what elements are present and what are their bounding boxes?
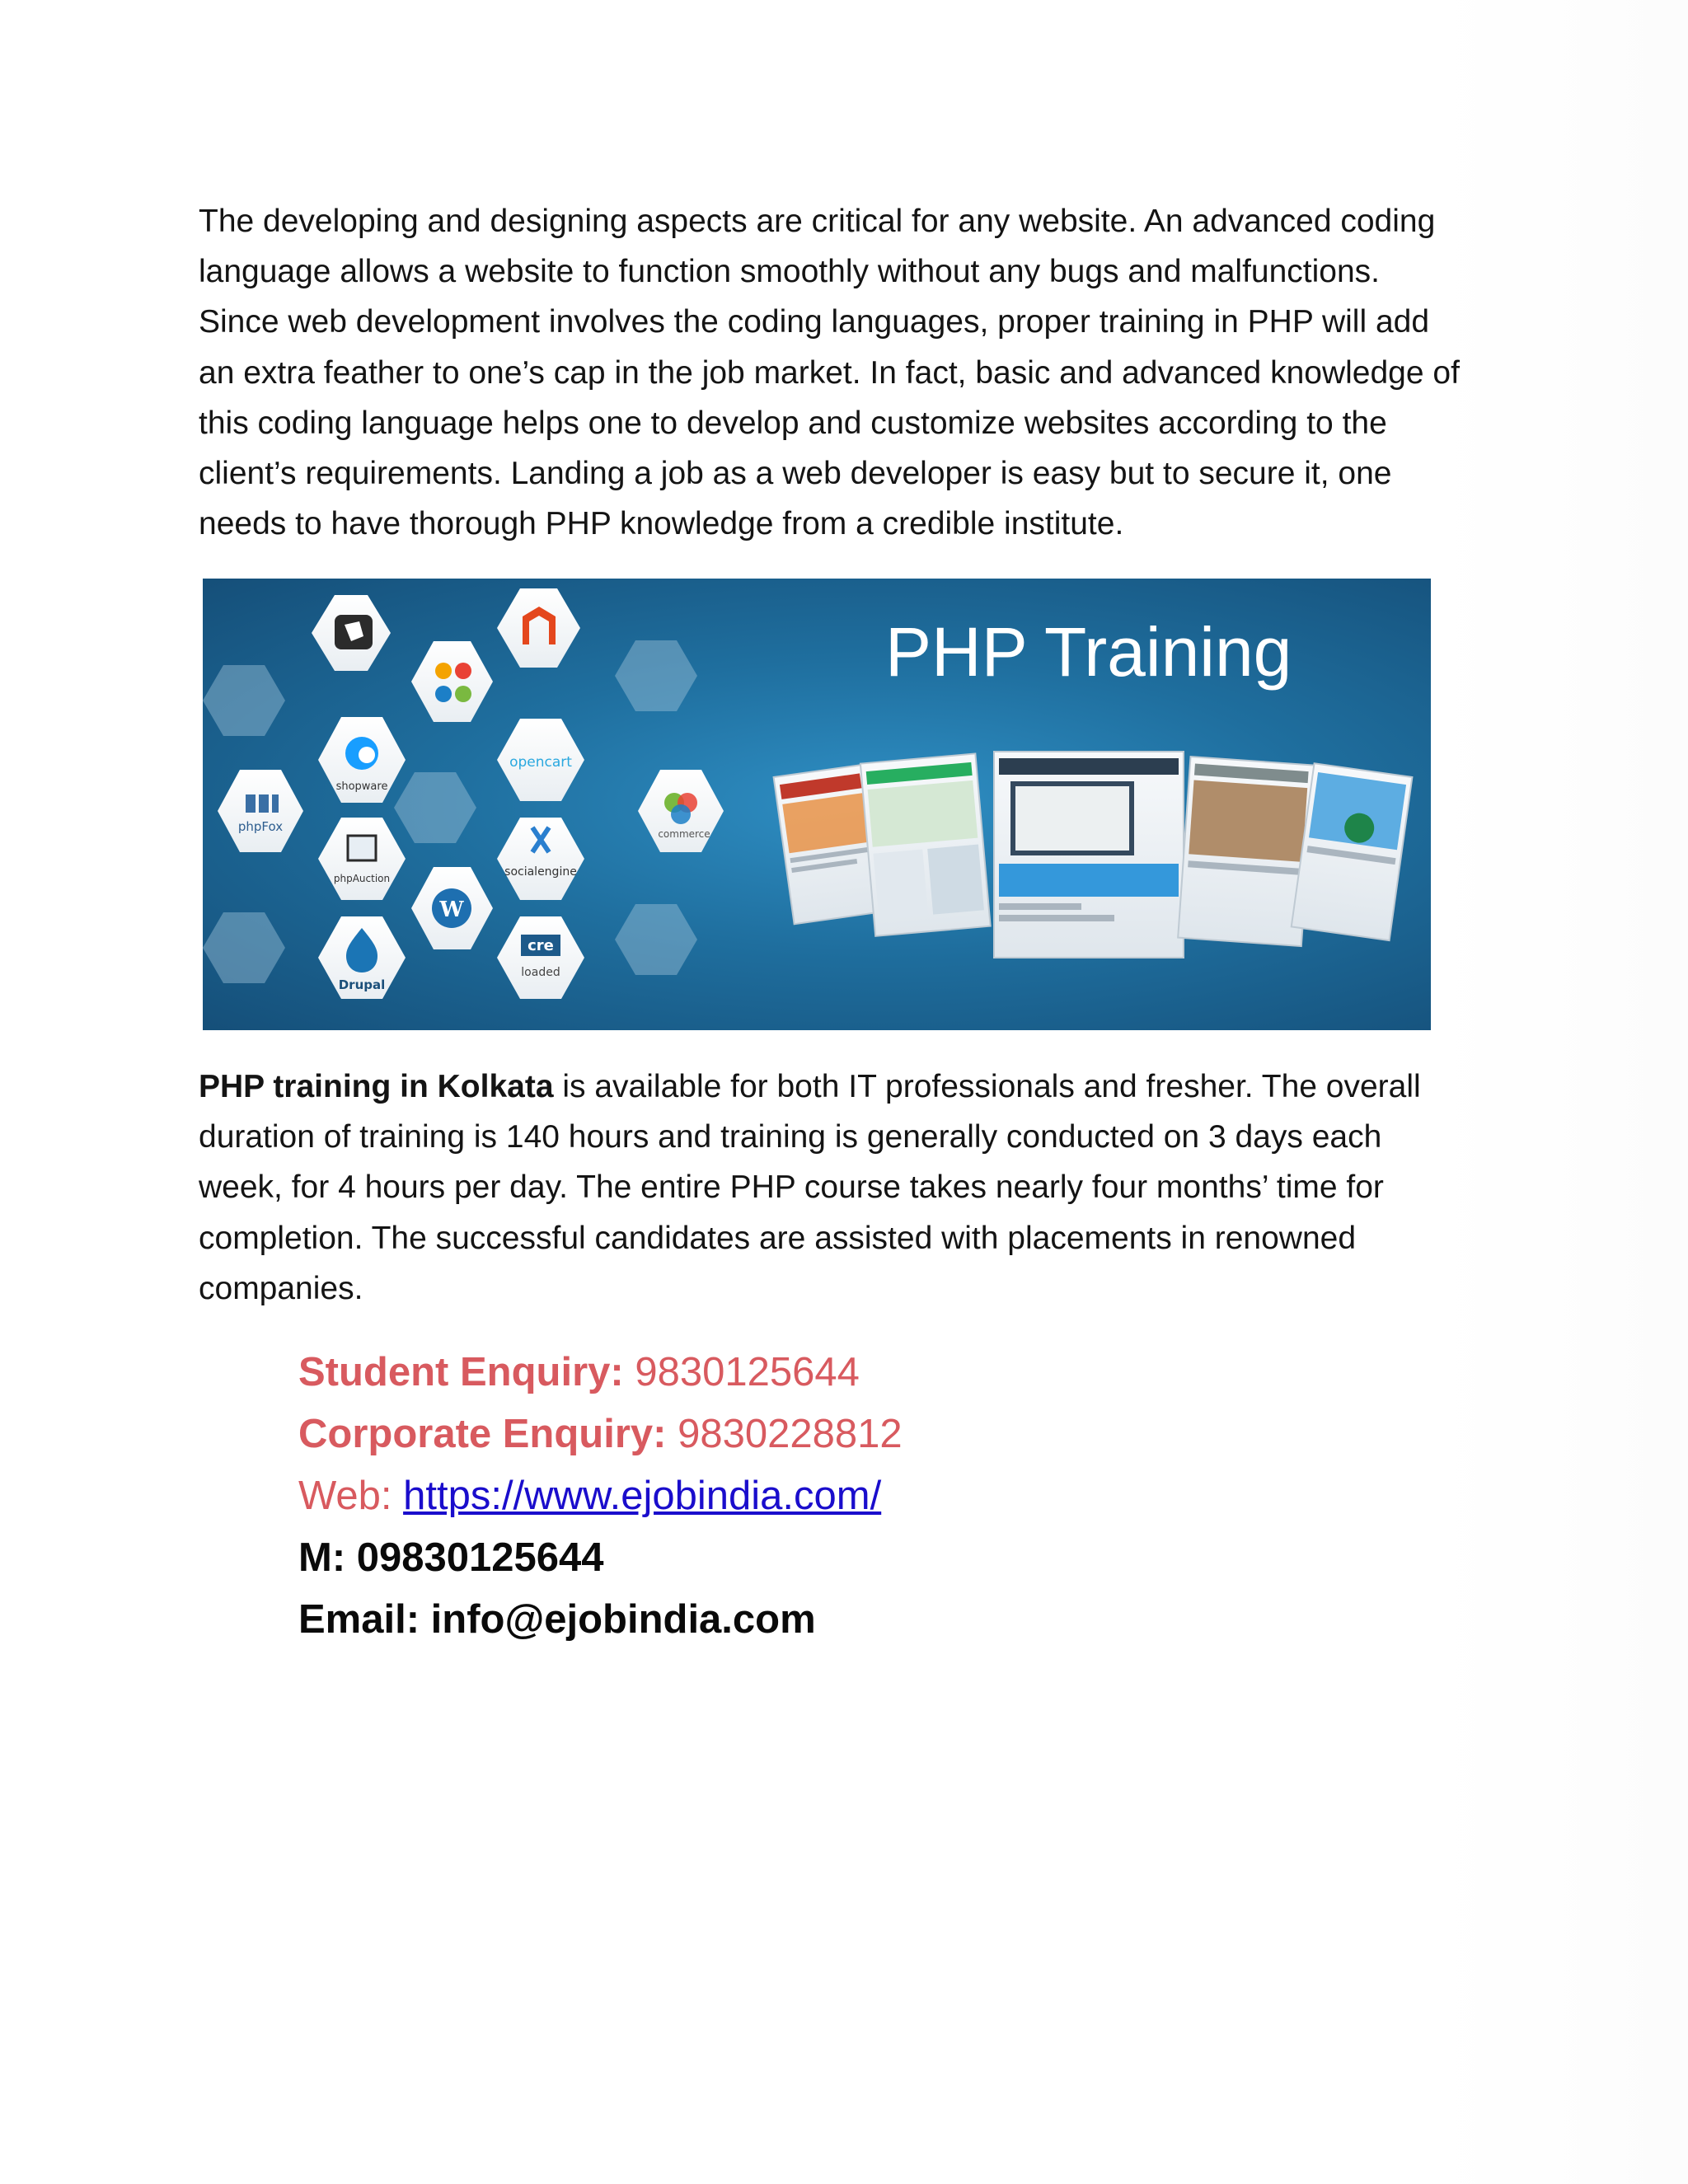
hex-opencart	[497, 719, 584, 801]
email-address: Email: info@ejobindia.com	[298, 1597, 816, 1642]
student-enquiry-row	[298, 1342, 1287, 1404]
svg-text:W: W	[439, 898, 464, 922]
php-training-kolkata-lead: PHP training in Kolkata	[199, 1069, 554, 1104]
hex-shopware	[318, 717, 406, 803]
drupal-label: Drupal	[338, 977, 386, 992]
corporate-enquiry-label: Corporate Enquiry:	[298, 1412, 667, 1456]
website-link[interactable]: https://www.ejobindia.com/	[403, 1474, 882, 1518]
hex-commerce	[638, 770, 724, 852]
banner-artwork	[203, 579, 1431, 1030]
student-enquiry-number: 9830125644	[623, 1350, 860, 1394]
hex-wordpress	[411, 867, 493, 949]
phpfox-label: phpFox	[237, 819, 284, 834]
hex-socialengine	[497, 818, 584, 900]
socialengine-label: socialengine	[504, 865, 577, 879]
hex-phpfox	[218, 770, 303, 852]
second-paragraph	[199, 1062, 1468, 1314]
opencart-label: opencart	[509, 754, 572, 771]
web-label: Web:	[298, 1474, 404, 1518]
php-training-banner	[203, 579, 1431, 1030]
loaded-label: loaded	[521, 966, 560, 979]
hex-drupal	[318, 916, 406, 999]
contact-block	[298, 1342, 1287, 1651]
corporate-enquiry-row	[298, 1404, 1287, 1465]
second-paragraph-text: is available for both IT professionals and fresher. The overall duration of training is 140 hours and training is generally conducted on 3 days each week, for 4 hours per day. The entire PHP course takes nearly four months’ time for completion. The successful candidates are assisted with placements in renowned companies.	[199, 1069, 1421, 1306]
intro-paragraph: The developing and designing aspects are critical for any website. An advanced coding language allows a website to function smoothly without any bugs and malfunctions. Since web development involves the coding languages, proper training in PHP will add an extra feather to one’s cap in the job market. In fact, basic and advanced knowledge of this coding language helps one to develop and customize websites according to the client’s requirements. Landing a job as a web developer is easy but to secure it, one needs to have thorough PHP knowledge from a credible institute.	[199, 204, 1460, 542]
hex-magento	[497, 588, 580, 668]
website-screens-collage	[774, 752, 1413, 958]
banner-title: PHP Training	[885, 613, 1292, 691]
hex-glove	[312, 595, 391, 671]
mobile-number: M: 09830125644	[298, 1535, 604, 1580]
hex-joomla	[411, 641, 493, 722]
student-enquiry-label: Student Enquiry:	[298, 1350, 624, 1394]
cre-label: cre	[528, 937, 554, 954]
web-row	[298, 1465, 1287, 1527]
shopware-label: shopware	[335, 780, 388, 793]
hex-cre-loaded	[497, 916, 584, 999]
hex-phpauction	[318, 818, 406, 900]
commerce-label: commerce	[658, 828, 710, 840]
corporate-enquiry-number: 9830228812	[666, 1412, 903, 1456]
phpauction-label: phpAuction	[333, 873, 391, 884]
